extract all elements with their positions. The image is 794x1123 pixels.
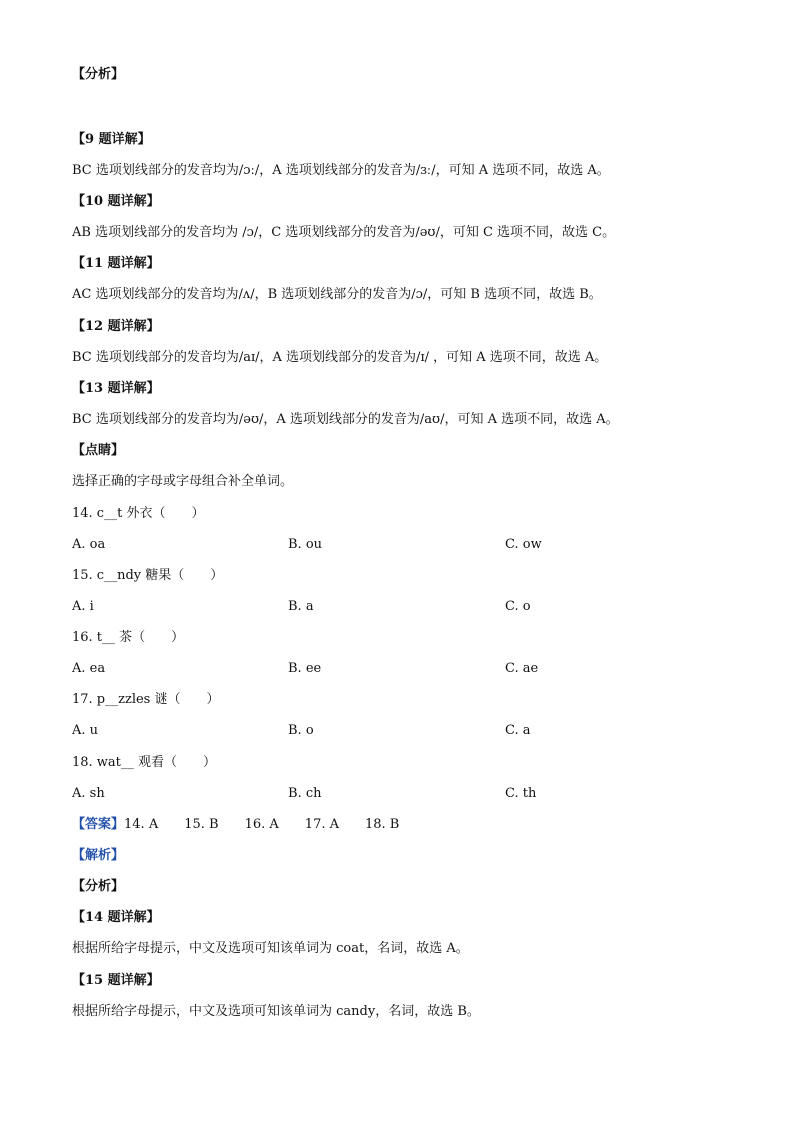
jiexi-heading: 【解析】 — [72, 848, 125, 863]
question-15-option-c: C. o — [505, 599, 531, 614]
answer-item: 18. B — [365, 817, 400, 832]
answer-item: 15. B — [184, 817, 219, 832]
instruction-text: 选择正确的字母或字母组合补全单词。 — [72, 474, 294, 489]
question-14-option-c: C. ow — [505, 537, 542, 552]
answer-item: 17. A — [304, 817, 339, 832]
detail-12-text: BC 选项划线部分的发音均为/aɪ/，A 选项划线部分的发音为/ɪ/ ，可知 A 选项不同，故选 A。 — [72, 350, 608, 365]
question-16-option-a: A. ea — [72, 661, 106, 676]
detail-13-heading: 【13 题详解】 — [72, 381, 160, 396]
dianjing-heading: 【点睛】 — [72, 443, 125, 458]
detail-12-heading: 【12 题详解】 — [72, 319, 160, 334]
detail-11-text: AC 选项划线部分的发音均为/ʌ/，B 选项划线部分的发音为/ɔ/，可知 B 选项不同，故选 B。 — [72, 287, 602, 302]
detail-9-heading: 【9 题详解】 — [72, 132, 151, 147]
detail-14-heading: 【14 题详解】 — [72, 910, 160, 925]
answer-item: 14. A — [124, 817, 159, 832]
detail-10-heading: 【10 题详解】 — [72, 194, 160, 209]
question-16-option-c: C. ae — [505, 661, 539, 676]
answer-item: 16. A — [244, 817, 279, 832]
question-14-option-a: A. oa — [72, 537, 106, 552]
detail-15-heading: 【15 题详解】 — [72, 973, 160, 988]
detail-15-text: 根据所给字母提示，中文及选项可知该单词为 candy，名词，故选 B。 — [72, 1004, 480, 1019]
answer-label: 【答案】 — [72, 817, 125, 832]
detail-9-text: BC 选项划线部分的发音均为/ɔː/，A 选项划线部分的发音为/ɜː/，可知 A 选项不同，故选 A。 — [72, 163, 610, 178]
question-14-option-b: B. ou — [288, 537, 323, 552]
detail-14-text: 根据所给字母提示，中文及选项可知该单词为 coat，名词，故选 A。 — [72, 941, 469, 956]
question-18-stem: 18. wat__ 观看（ ） — [72, 755, 217, 770]
question-15-option-a: A. i — [72, 599, 94, 614]
question-17-option-c: C. a — [505, 723, 531, 738]
question-15-stem: 15. c__ndy 糖果（ ） — [72, 568, 224, 583]
answer-line — [72, 816, 425, 834]
question-17-stem: 17. p__zzles 谜（ ） — [72, 692, 220, 707]
analysis-heading-bottom: 【分析】 — [72, 879, 125, 894]
question-18-option-b: B. ch — [288, 786, 322, 801]
question-18-option-c: C. th — [505, 786, 537, 801]
detail-13-text: BC 选项划线部分的发音均为/əʊ/，A 选项划线部分的发音为/aʊ/，可知 A 选项不同，故选 A。 — [72, 412, 619, 427]
question-17-option-a: A. u — [72, 723, 99, 738]
question-16-stem: 16. t__ 茶（ ） — [72, 630, 185, 645]
detail-10-text: AB 选项划线部分的发音均为 /ɔ/，C 选项划线部分的发音为/əʊ/，可知 C 选项不同，故选 C。 — [72, 225, 616, 240]
question-15-option-b: B. a — [288, 599, 314, 614]
question-16-option-b: B. ee — [288, 661, 322, 676]
analysis-heading: 【分析】 — [72, 67, 125, 82]
question-14-stem: 14. c__t 外衣（ ） — [72, 506, 205, 521]
detail-11-heading: 【11 题详解】 — [72, 256, 160, 271]
question-18-option-a: A. sh — [72, 786, 105, 801]
question-17-option-b: B. o — [288, 723, 314, 738]
